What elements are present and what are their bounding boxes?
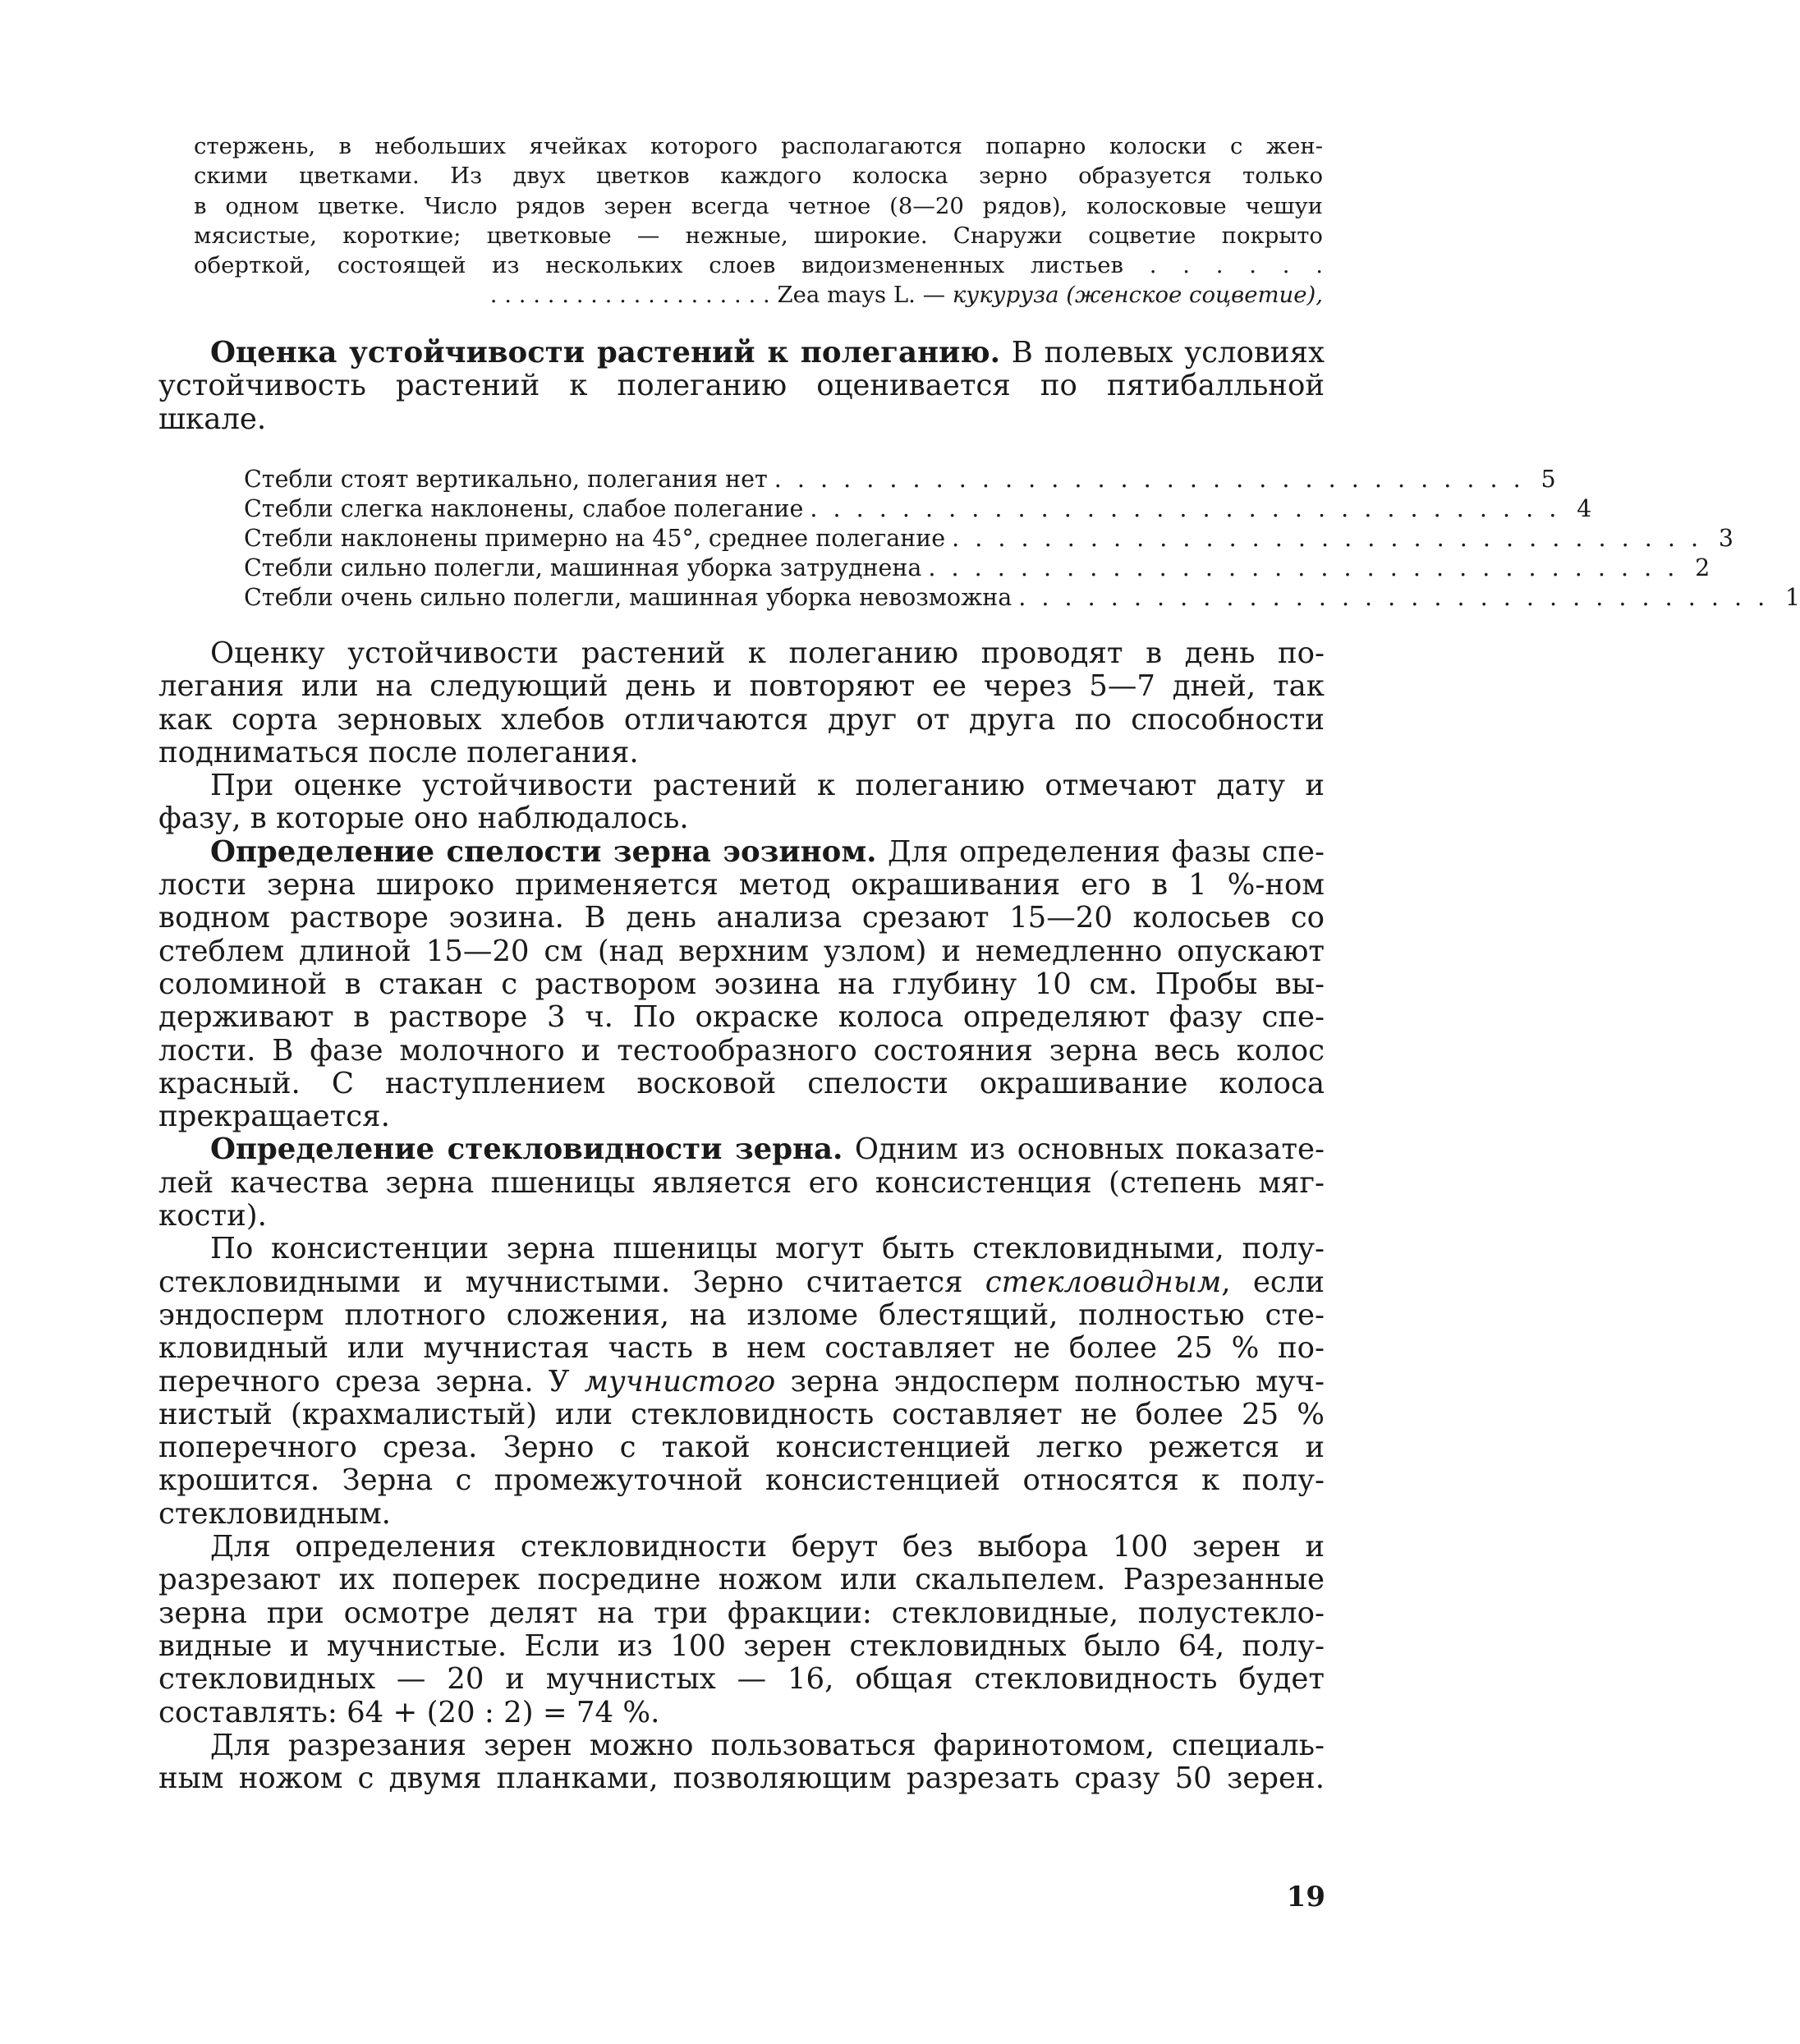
text-line: нистый (крахмалистый) или стекловидность составляет не более 25 % xyxy=(158,1397,1325,1431)
scale-score: 3 xyxy=(1718,525,1733,552)
dot-leader: . . . . . . . . . . . . . . . . . . . . . . . . . . . . . . . . . xyxy=(1018,584,1770,611)
text-line: Определение спелости зерна эозином. Для определения фазы спе- xyxy=(210,834,1325,869)
lodging-intro-paragraph xyxy=(158,337,1325,436)
text-line: фазу, в которые оно наблюдалось. xyxy=(158,802,689,836)
section-heading-eosin: Определение спелости зерна эозином. xyxy=(210,834,877,869)
section-heading-vitreousness: Определение стекловидности зерна. xyxy=(210,1132,843,1167)
term-mealy: мучнистого xyxy=(584,1364,776,1399)
text-line: водном растворе эозина. В день анализа срезают 15—20 колосьев со xyxy=(158,901,1325,935)
text-line: Определение стекловидности зерна. Одним из основных показате- xyxy=(210,1132,1325,1167)
page-number: 19 xyxy=(1286,1881,1325,1913)
text-line: составлять: 64 + (20 : 2) = 74 %. xyxy=(158,1695,660,1729)
text-line: держивают в растворе 3 ч. По окраске колоса определяют фазу спе- xyxy=(158,1000,1325,1035)
scale-score: 1 xyxy=(1785,584,1800,611)
text-line: Оценку устойчивости растений к полеганию проводят в день по- xyxy=(210,636,1325,670)
text-line: легания или на следующий день и повторяют ее через 5—7 дней, так xyxy=(158,669,1325,704)
text-line: При оценке устойчивости растений к полеганию отмечают дату и xyxy=(210,769,1325,803)
text-line: кости). xyxy=(158,1199,267,1233)
text-line: разрезают их поперек посредине ножом или скальпелем. Разрезанные xyxy=(158,1563,1325,1597)
text-line: крошится. Зерна с промежуточной консистенцией относятся к полу- xyxy=(158,1463,1325,1498)
main-body xyxy=(158,637,1325,1795)
text-line: мясистые, короткие; цветковые — нежные, широкие. Снаружи соцветие покрыто xyxy=(194,222,1323,249)
scale-description: Стебли сильно полегли, машинная уборка затруднена xyxy=(244,554,922,581)
dot-leader: . . . . . . . . . . . . . . . . . . . . . . . . . . . . . . . . . xyxy=(952,525,1702,552)
scale-description: Стебли очень сильно полегли, машинная уборка невозможна xyxy=(244,584,1013,611)
text-line: стекловидных — 20 и мучнистых — 16, общая стекловидность будет xyxy=(158,1662,1325,1697)
dot-leader: . . . . . . . . . . . . . . . . . . . . . . . . . . . . . . . . . xyxy=(928,554,1679,581)
text-line: стекловидными и мучнистыми. Зерно считается стекловидным, если xyxy=(158,1265,1325,1299)
dot-leader: . . . . . . . . . . . . . . . . . . . . . . . . . . . . . . . . . xyxy=(810,495,1561,522)
text-line: Для определения стекловидности берут без выбора 100 зерен и xyxy=(210,1530,1325,1564)
text-line: видные и мучнистые. Если из 100 зерен стекловидных было 64, полу- xyxy=(158,1628,1325,1663)
text-line: подниматься после полегания. xyxy=(158,735,639,769)
text-line: зерна при осмотре делят на три фракции: стекловидные, полустекло- xyxy=(158,1596,1325,1630)
intro-key-text xyxy=(194,131,1323,310)
scale-score: 2 xyxy=(1695,554,1710,581)
text-line: красный. С наступлением восковой спелости окрашивание колоса xyxy=(158,1066,1325,1100)
text-line: ным ножом с двумя планками, позволяющим разрезать сразу 50 зерен. xyxy=(158,1762,1325,1796)
text-line: лости зерна широко применяется метод окрашивания его в 1 %-ном xyxy=(158,868,1325,903)
text-line: стекловидным. xyxy=(158,1496,391,1531)
text-line: устойчивость растений к полеганию оценивается по пятибалльной xyxy=(158,369,1325,403)
text-line: соломиной в стакан с раствором эозина на глубину 10 см. Пробы вы- xyxy=(158,967,1325,1001)
text-line: шкале. xyxy=(158,402,267,436)
scale-score: 5 xyxy=(1541,466,1556,493)
text-line: Оценка устойчивости растений к полеганию. В полевых условиях xyxy=(210,336,1325,370)
text-line: По консистенции зерна пшеницы могут быть стекловидными, полу- xyxy=(210,1232,1325,1266)
text-line: как сорта зерновых хлебов отличаются друг от друга по способности xyxy=(158,702,1325,737)
text-line-species: . . . . . . . . . . . . . . . . . . . . Zea mays L. — кукуруза (женское соцветие), xyxy=(489,282,1323,309)
scale-row xyxy=(244,524,1733,553)
text-line: поперечного среза. Зерно с такой консистенцией легко режется и xyxy=(158,1431,1325,1465)
scale-description: Стебли стоят вертикально, полегания нет xyxy=(244,466,768,493)
text-line: стержень, в небольших ячейках которого располагаются попарно колоски с жен- xyxy=(194,133,1323,159)
text-line: Для разрезания зерен можно пользоваться фаринотомом, специаль- xyxy=(210,1728,1325,1762)
scale-row xyxy=(244,583,1800,613)
text-line: лей качества зерна пшеницы является его консистенция (степень мяг- xyxy=(158,1165,1325,1200)
scale-description: Стебли слегка наклонены, слабое полегание xyxy=(244,495,804,522)
term-vitreous: стекловидным xyxy=(985,1265,1222,1299)
scale-score: 4 xyxy=(1577,495,1592,522)
text-line: оберткой, состоящей из нескольких слоев видоизмененных листьев . . . . . . xyxy=(194,252,1323,279)
lodging-scale-table xyxy=(244,465,1800,613)
text-line: перечного среза зерна. У мучнистого зерна эндосперм полностью муч- xyxy=(158,1364,1325,1399)
scale-row xyxy=(244,465,1556,494)
text-line: прекращается. xyxy=(158,1100,390,1134)
text-line: лости. В фазе молочного и тестообразного состояния зерна весь колос xyxy=(158,1033,1325,1068)
scale-row xyxy=(244,494,1592,524)
text-line: скими цветками. Из двух цветков каждого колоска зерно образуется только xyxy=(194,163,1323,190)
text-line: в одном цветке. Число рядов зерен всегда четное (8—20 рядов), колосковые чешуи xyxy=(194,192,1323,219)
text-line: кловидный или мучнистая часть в нем составляет не более 25 % по- xyxy=(158,1331,1325,1366)
text-line: стеблем длиной 15—20 см (над верхним узлом) и немедленно опускают xyxy=(158,934,1325,968)
scale-description: Стебли наклонены примерно на 45°, среднее полегание xyxy=(244,525,946,552)
dot-leader: . . . . . . . . . . . . . . . . . . . . . . . . . . . . . . . . . xyxy=(774,466,1525,493)
scale-row xyxy=(244,553,1710,583)
text-line: эндосперм плотного сложения, на изломе блестящий, полностью сте- xyxy=(158,1298,1325,1332)
section-heading-lodging: Оценка устойчивости растений к полеганию. xyxy=(210,336,1001,370)
